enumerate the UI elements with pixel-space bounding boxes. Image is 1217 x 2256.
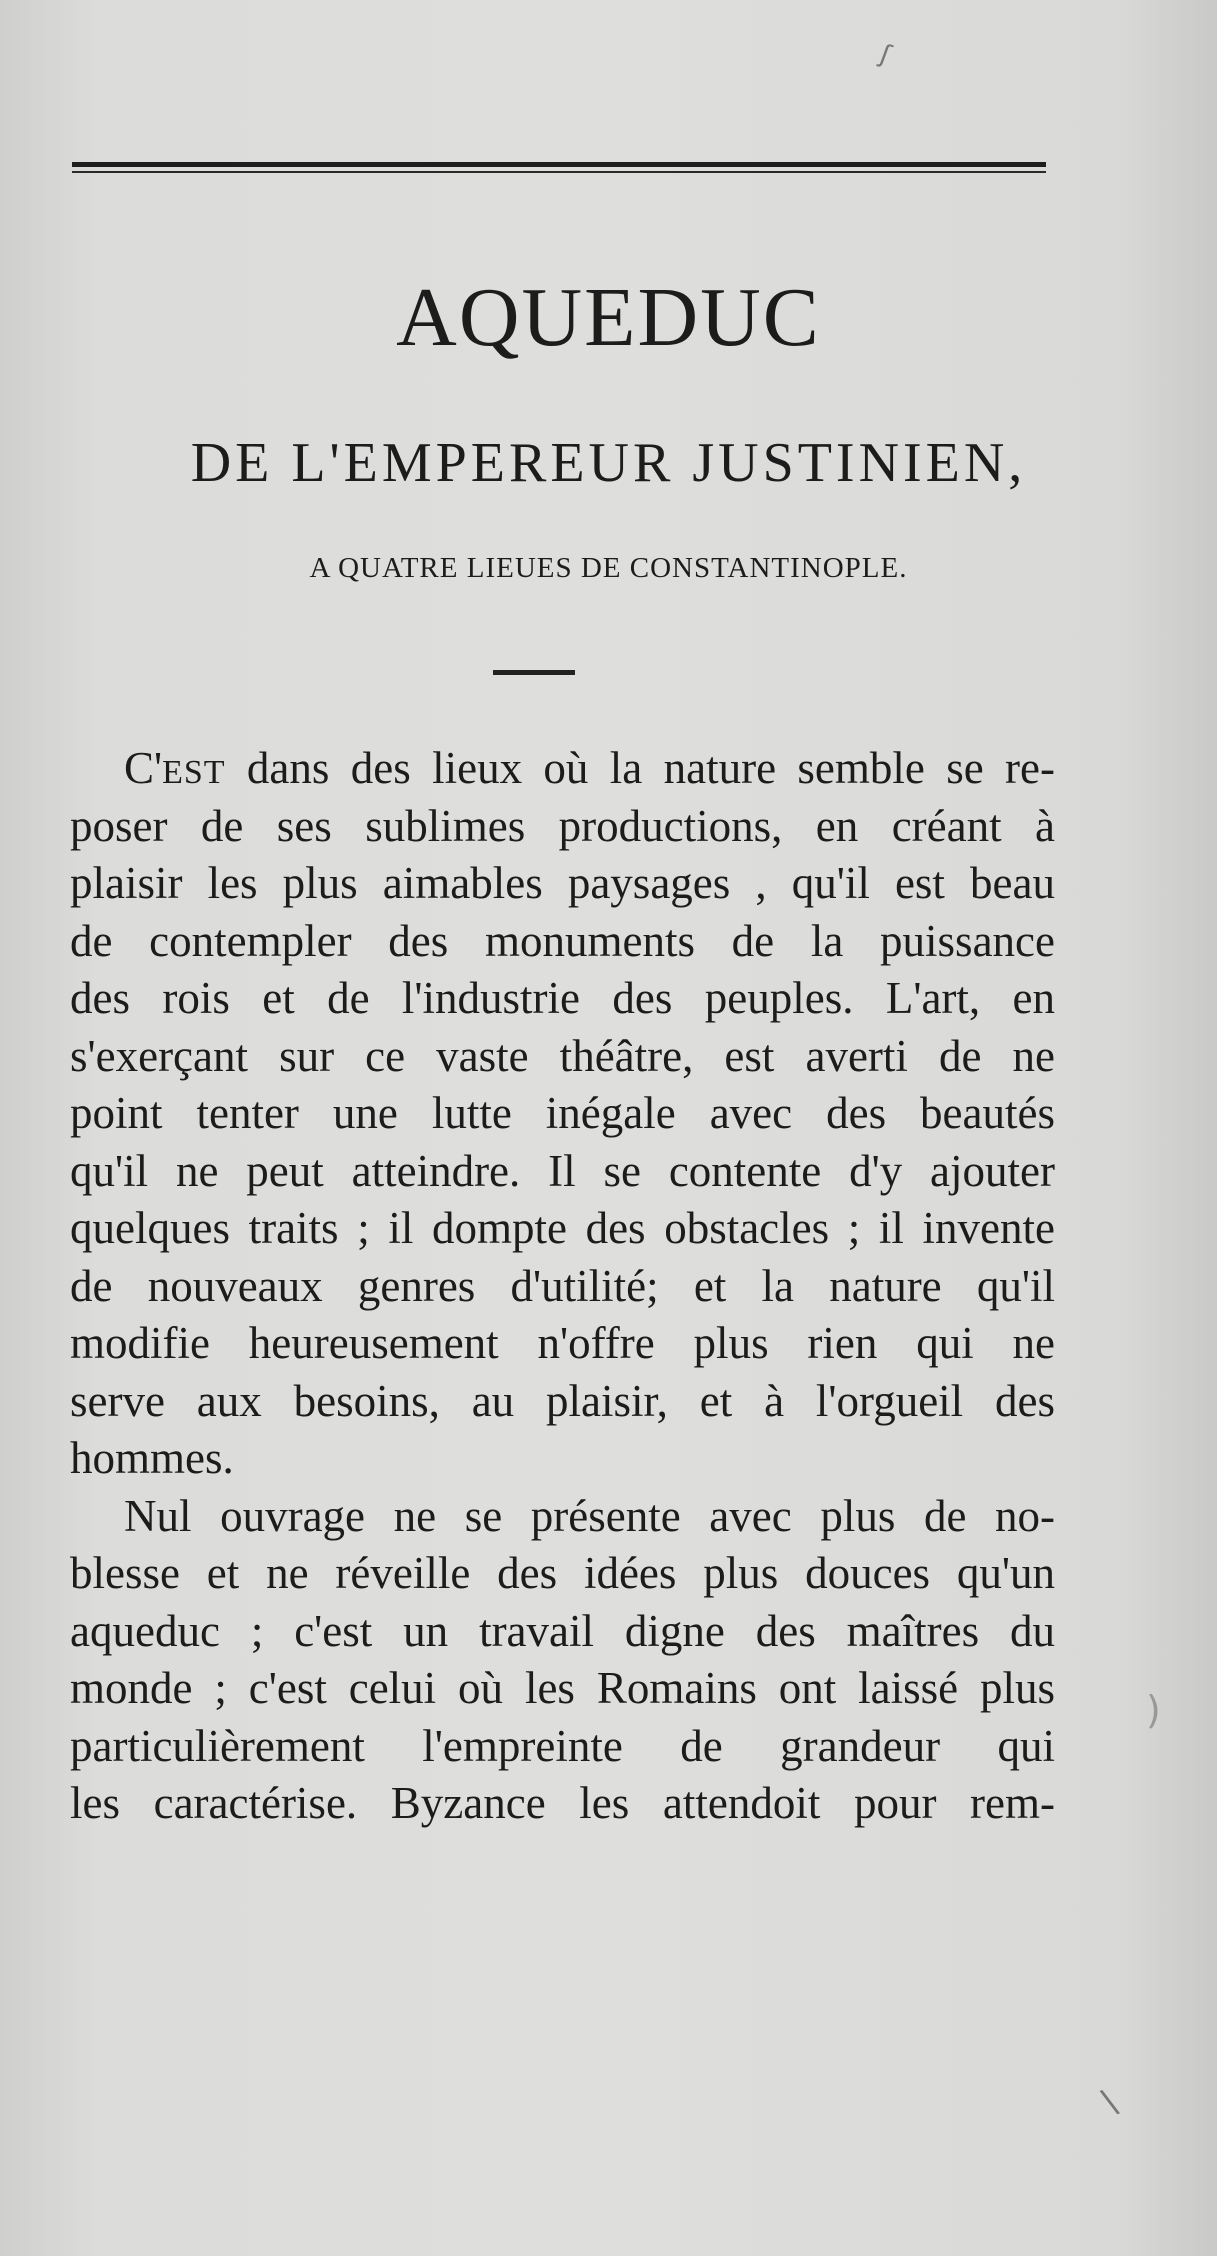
paragraph-line: quelques traits ; il dompte des obstacles ; il invente xyxy=(70,1203,1055,1253)
paragraph-line: monde ; c'est celui où les Romains ont laissé plus xyxy=(70,1663,1055,1713)
line-text: dans des lieux où la nature semble se re- xyxy=(225,743,1055,793)
chapter-location: A QUATRE LIEUES DE CONSTANTINOPLE. xyxy=(309,552,908,584)
paragraph-line: Nul ouvrage ne se présente avec plus de no- xyxy=(124,1490,1055,1541)
paragraph-line: qu'il ne peut atteindre. Il se contente d'y ajouter xyxy=(70,1145,1055,1196)
paragraph-line: hommes. xyxy=(70,1433,234,1483)
body-text xyxy=(70,740,1055,1833)
paragraph-line: particulièrement l'empreinte de grandeur qui xyxy=(70,1720,1055,1771)
dropcap: C' xyxy=(124,743,163,793)
ink-mark: ) xyxy=(1146,1688,1161,1732)
paragraph-line: serve aux besoins, au plaisir, et à l'orgueil des xyxy=(70,1375,1055,1426)
paragraph-line: aqueduc ; c'est un travail digne des maîtres du xyxy=(70,1605,1055,1656)
paragraph-line: plaisir les plus aimables paysages , qu'il est beau xyxy=(70,858,1055,908)
paragraph-line: blesse et ne réveille des idées plus douces qu'un xyxy=(70,1548,1055,1598)
header-double-rule xyxy=(72,162,1046,176)
section-divider xyxy=(493,670,575,675)
chapter-subtitle: DE L'EMPEREUR JUSTINIEN, xyxy=(190,432,1027,494)
paragraph-line: s'exerçant sur ce vaste théâtre, est averti de ne xyxy=(70,1030,1055,1081)
paragraph-line: point tenter une lutte inégale avec des beautés xyxy=(70,1088,1055,1138)
paragraph-line: modifie heureusement n'offre plus rien qui ne xyxy=(70,1318,1055,1368)
paragraph-line: de contempler des monuments de la puissance xyxy=(70,915,1055,966)
paragraph-line xyxy=(70,740,1055,798)
paragraph-line: les caractérise. Byzance les attendoit pour rem- xyxy=(70,1778,1055,1828)
paragraph-line: des rois et de l'industrie des peuples. L'art, en xyxy=(70,973,1055,1023)
smallcaps: EST xyxy=(162,754,226,791)
paragraph-line: de nouveaux genres d'utilité; et la nature qu'il xyxy=(70,1260,1055,1311)
paragraph-line: poser de ses sublimes productions, en créant à xyxy=(70,800,1055,851)
ink-mark: ʃ xyxy=(876,39,895,71)
chapter-title: AQUEDUC xyxy=(396,271,821,364)
ink-mark: \ xyxy=(1097,2081,1122,2123)
